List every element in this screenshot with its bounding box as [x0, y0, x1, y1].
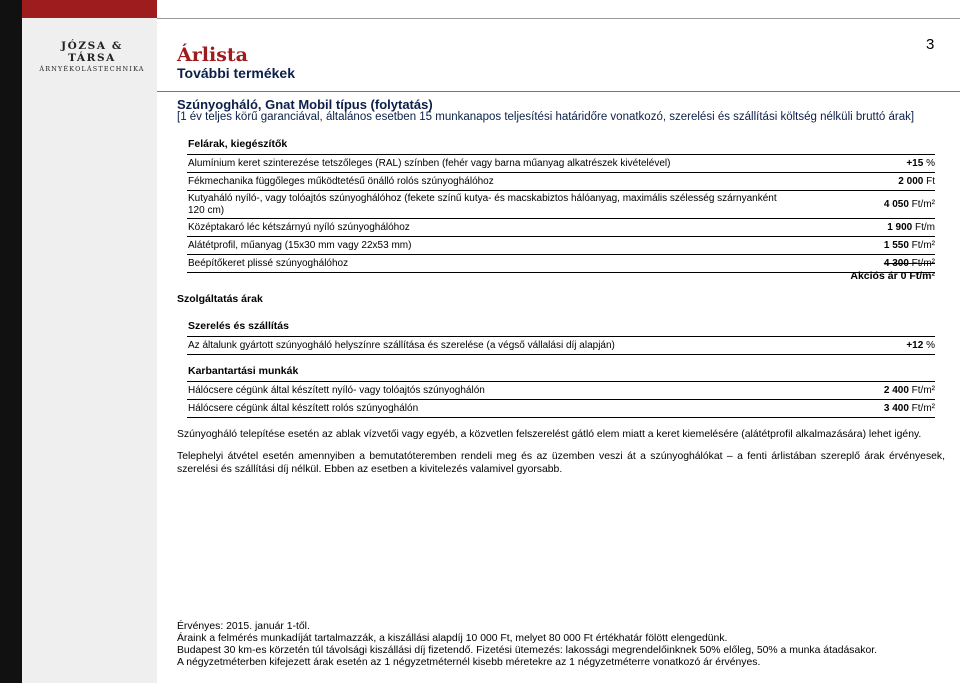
- footer-notes: [177, 621, 877, 669]
- row-description: Beépítőkeret plissé szúnyoghálóhoz: [188, 257, 349, 269]
- footer-line: A négyzetméterben kifejezett árak esetén az 1 négyzetméternél kisebb méretekre az 1 négyzetméterre vonatkozó ár érvényes.: [177, 657, 761, 668]
- document-title: Árlista: [177, 44, 248, 66]
- table-row: [187, 173, 935, 191]
- brand-red-bar: [22, 0, 157, 18]
- row-description: Fékmechanika függőleges működtetésű önálló rolós szúnyoghálóhoz: [188, 175, 494, 187]
- row-price: 2 000 Ft: [898, 175, 935, 187]
- surcharge-table: [187, 138, 935, 273]
- row-price: 4 050 Ft/m²: [883, 198, 935, 210]
- row-price: +15 %: [906, 157, 935, 169]
- left-dark-bar: [0, 0, 22, 683]
- header-divider: [157, 91, 960, 92]
- services-heading: Szolgáltatás árak: [177, 293, 263, 305]
- row-price: 1 550 Ft/m²: [883, 239, 935, 251]
- row-price-struck: 4 300 Ft/m²: [883, 257, 935, 269]
- footer-line: Budapest 30 km-es körzetén túl távolsági kiszállási díj fizetendő. Fizetési ütemezés: lakossági megrendelőinknek 50% előleg, 50% a munka átadásakor.: [177, 645, 878, 656]
- table-row: [187, 191, 935, 219]
- sidebar-panel: [22, 0, 157, 683]
- row-description: Az általunk gyártott szúnyogháló helyszínre szállítása és szerelése (a végső vállalási díj alapján): [188, 339, 615, 351]
- section-title: Szúnyogháló, Gnat Mobil típus (folytatás): [177, 97, 433, 112]
- surcharge-heading: Felárak, kiegészítők: [187, 138, 935, 155]
- pickup-note: Telephelyi átvétel esetén amennyiben a bemutatóteremben rendeli meg és az üzemben veszi át a szúnyoghálókat – a fenti árlistában szereplő árak érvényesek, szerelési és szállítási díj nélkül. Ebben az esetben a kivitelezés valamivel gyorsabb.: [177, 451, 945, 475]
- validity-line: Érvényes: 2015. január 1-től.: [177, 621, 310, 632]
- top-divider: [157, 18, 960, 19]
- row-description: Alátétprofil, műanyag (15x30 mm vagy 22x53 mm): [188, 239, 412, 251]
- installation-note: Szúnyogháló telepítése esetén az ablak vízvetői vagy egyéb, a közvetlen felszerelést gátló elem miatt a keret kiemelésére (alátétprofil alkalmazására) lehet igény.: [177, 429, 922, 440]
- row-description: Középtakaró léc kétszárnyú nyíló szúnyoghálóhoz: [188, 221, 410, 233]
- row-description: Hálócsere cégünk által készített nyíló- vagy tolóajtós szúnyoghálón: [188, 384, 485, 396]
- table-row: [187, 337, 935, 355]
- promo-price: Akciós ár 0 Ft/m²: [850, 270, 935, 282]
- row-price: 2 400 Ft/m²: [883, 384, 935, 396]
- table-row: [187, 382, 935, 400]
- maintenance-table: [187, 365, 935, 418]
- row-description: Kutyaháló nyíló-, vagy tolóajtós szúnyoghálóhoz (fekete színű kutya- és macskabiztos hálóanyag, maximális szélesség szárnyanként 120 cm): [188, 192, 777, 216]
- company-logo: [36, 40, 148, 73]
- row-description: Alumínium keret szinterezése tetszőleges (RAL) színben (fehér vagy barna műanyag alkatrészek kivételével): [188, 157, 671, 169]
- table-row: [187, 400, 935, 418]
- row-price: 3 400 Ft/m²: [883, 402, 935, 414]
- installation-heading: Szerelés és szállítás: [187, 320, 935, 337]
- row-price: 1 900 Ft/m: [887, 221, 935, 233]
- table-row: [187, 237, 935, 255]
- table-row: [187, 219, 935, 237]
- footer-line: Áraink a felmérés munkadíját tartalmazzák, a kiszállási alapdíj 10 000 Ft, melyet 80 000 Ft értékhatár fölött elengedünk.: [177, 633, 728, 644]
- logo-tagline: ÁRNYÉKOLÁSTECHNIKA: [39, 65, 145, 73]
- row-price: +12 %: [906, 339, 935, 351]
- page-number: 3: [926, 36, 935, 53]
- installation-table: [187, 320, 935, 355]
- table-row: [187, 155, 935, 173]
- section-note: [1 év teljes körű garanciával, általános esetben 15 munkanapos teljesítési határidőre vonatkozó, szerelési és szállítási költség nélküli bruttó árak]: [177, 111, 915, 123]
- logo-name: JÓZSA & TÁRSA: [61, 40, 123, 64]
- document-subtitle: További termékek: [177, 65, 296, 81]
- row-description: Hálócsere cégünk által készített rolós szúnyoghálón: [188, 402, 419, 414]
- maintenance-heading: Karbantartási munkák: [187, 365, 935, 382]
